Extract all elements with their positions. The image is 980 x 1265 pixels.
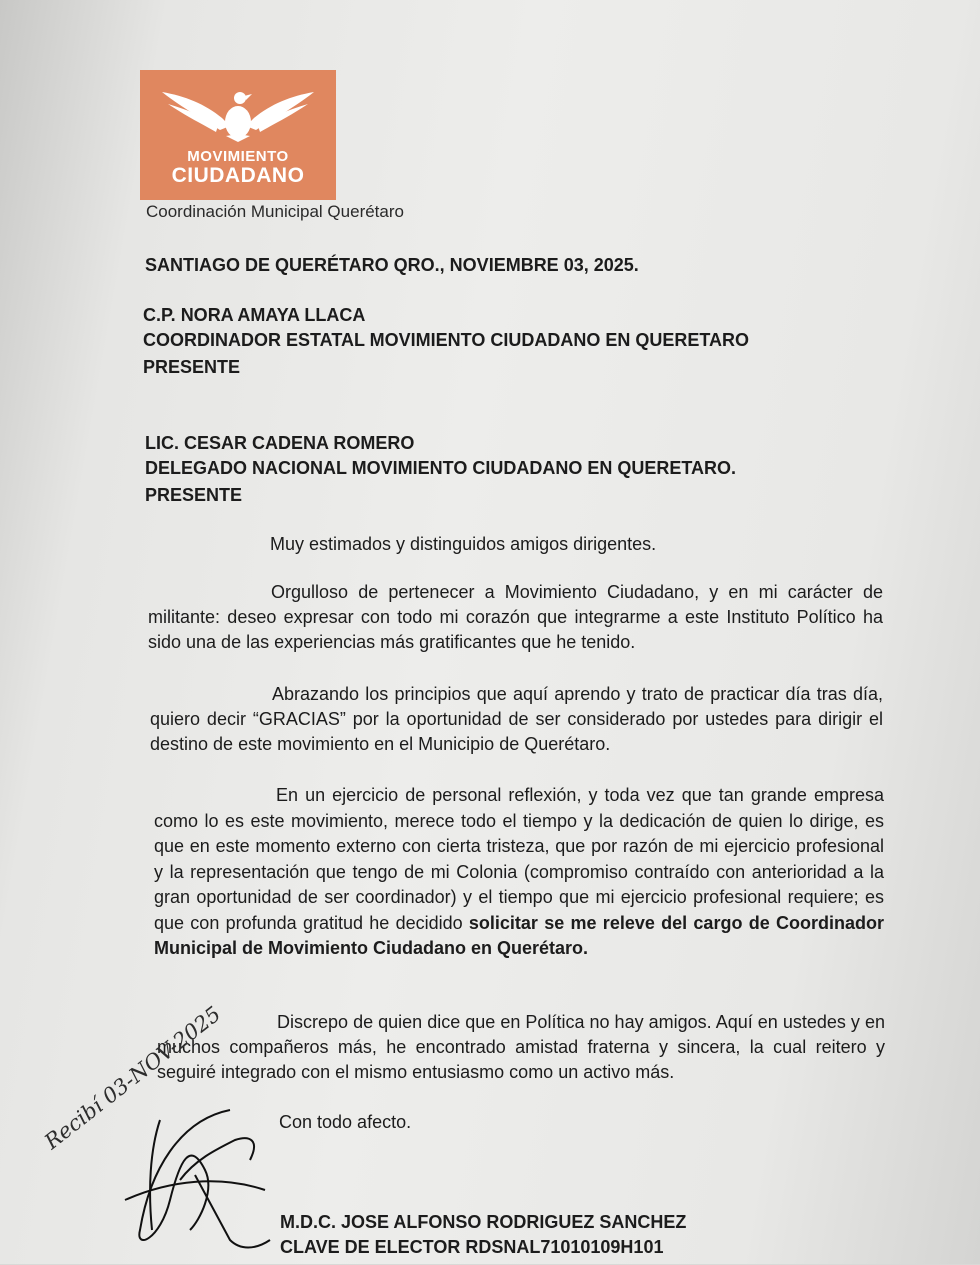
greeting: Muy estimados y distinguidos amigos dirigentes. [270, 534, 657, 554]
recipient2-name: LIC. CESAR CADENA ROMERO [145, 433, 415, 453]
signer-name: M.D.C. JOSE ALFONSO RODRIGUEZ SANCHEZ [280, 1212, 687, 1232]
paragraph-3-request: solicitar se me releve del cargo de Coordinador Municipal de Movimiento Ciudadano en Querétaro. [154, 912, 884, 958]
paragraph-3 [154, 783, 884, 962]
date-line: SANTIAGO DE QUERÉTARO QRO., NOVIEMBRE 03, 2025. [145, 255, 639, 275]
logo-line2: CIUDADANO [171, 164, 305, 187]
eagle-icon [160, 84, 316, 144]
closing: Con todo afecto. [279, 1112, 412, 1132]
paragraph-4: Discrepo de quien dice que en Política no hay amigos. Aquí en ustedes y en muchos compañeros más, he encontrado amistad fraterna y sincera, la cual reitero y seguiré integrado con el mismo entusiasmo como un activo más. [157, 1012, 885, 1082]
movimiento-ciudadano-logo [140, 70, 336, 200]
received-note: Recibí 03-NOV-2025 [40, 1001, 226, 1154]
logo-line1: MOVIMIENTO [187, 148, 289, 165]
recipient1-presente: PRESENTE [143, 357, 241, 377]
paragraph-1: Orgulloso de pertenecer a Movimiento Ciudadano, y en mi carácter de militante: deseo expresar con todo mi corazón que integrarme a este Instituto Político ha sido una de las experiencias más gratificantes que he tenido. [148, 582, 883, 652]
recipient1-title: COORDINADOR ESTATAL MOVIMIENTO CIUDADANO EN QUERETARO [143, 330, 750, 350]
handwritten-signature [30, 1080, 290, 1260]
recipient2-title: DELEGADO NACIONAL MOVIMIENTO CIUDADANO EN QUERETARO. [145, 458, 737, 478]
recipient2-presente: PRESENTE [145, 485, 243, 505]
logo-subtitle: Coordinación Municipal Querétaro [146, 202, 404, 221]
recipient1-name: C.P. NORA AMAYA LLACA [143, 305, 366, 325]
paragraph-2: Abrazando los principios que aquí aprendo y trato de practicar día tras día, quiero decir “GRACIAS” por la oportunidad de ser considerado por ustedes para dirigir el destino de este movimiento en el Municipio de Querétaro. [150, 684, 883, 754]
signer-id: CLAVE DE ELECTOR RDSNAL71010109H101 [280, 1237, 664, 1257]
paragraph-3-text: En un ejercicio de personal reflexión, y toda vez que tan grande empresa como lo es este movimiento, merece todo el tiempo y la dedicación de quien lo dirige, es que en este momento externo con cierta tristeza, que por razón de mi ejercicio profesional y la representación que tengo de mi Colonia (compromiso contraído con anterioridad a la gran oportunidad de ser coordinador) y el tiempo que mi ejercicio profesional requiere; es que con profunda gratitud he decidido [154, 785, 884, 933]
